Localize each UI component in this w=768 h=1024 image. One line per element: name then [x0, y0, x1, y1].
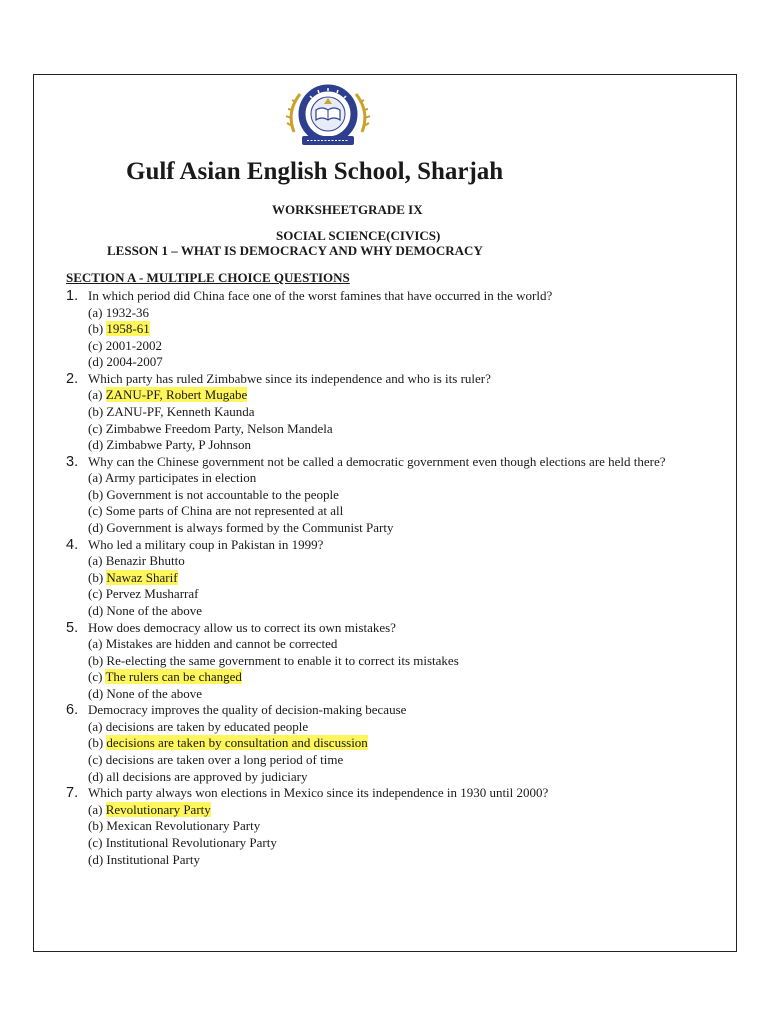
option-prefix: (a) [88, 801, 106, 817]
option-text: Institutional Revolutionary Party [105, 834, 277, 850]
option-a [66, 802, 706, 819]
option-text-highlighted: The rulers can be changed [105, 669, 242, 685]
option-a [66, 636, 706, 653]
option-prefix: (c) [88, 503, 106, 519]
option-prefix: (c) [88, 669, 106, 685]
option-c [66, 669, 706, 686]
option-text: Zimbabwe Party, P Johnson [106, 437, 251, 453]
question-2 [66, 371, 706, 454]
option-d [66, 852, 706, 869]
option-b [66, 653, 706, 670]
option-prefix: (b) [88, 569, 107, 585]
option-prefix: (d) [88, 851, 107, 867]
subject-title: SOCIAL SCIENCE(CIVICS) [276, 228, 441, 243]
option-d [66, 520, 706, 537]
option-text: Benazir Bhutto [105, 553, 185, 569]
question-number: 7. [66, 785, 79, 802]
option-prefix: (b) [88, 486, 107, 502]
option-d [66, 437, 706, 454]
question-text: Democracy improves the quality of decision-making because [88, 702, 407, 718]
question-6 [66, 702, 706, 785]
option-prefix: (c) [88, 420, 106, 436]
question-5 [66, 620, 706, 703]
option-text: decisions are taken by educated people [105, 718, 309, 734]
option-prefix: (a) [88, 470, 105, 486]
option-c [66, 752, 706, 769]
option-a [66, 719, 706, 736]
option-prefix: (a) [88, 636, 106, 651]
option-text: None of the above [106, 685, 203, 701]
option-prefix: (d) [88, 437, 107, 453]
option-c [66, 586, 706, 603]
option-text: 2004-2007 [106, 354, 163, 370]
option-text: Zimbabwe Freedom Party, Nelson Mandela [105, 420, 333, 436]
option-c [66, 338, 706, 355]
option-b [66, 404, 706, 421]
question-text: In which period did China face one of the worst famines that have occurred in the world? [88, 288, 553, 303]
section-heading: SECTION A - MULTIPLE CHOICE QUESTIONS [66, 270, 350, 285]
question-number: 2. [66, 370, 79, 387]
option-prefix: (c) [88, 752, 106, 768]
option-prefix: (d) [88, 520, 107, 536]
question-list [66, 288, 706, 868]
option-d [66, 769, 706, 786]
question-number: 6. [66, 702, 79, 719]
option-c [66, 421, 706, 438]
option-a [66, 470, 706, 487]
worksheet-title: WORKSHEETGRADE IX [272, 202, 423, 217]
question-7 [66, 785, 706, 868]
option-d [66, 354, 706, 371]
option-c [66, 503, 706, 520]
option-d [66, 603, 706, 620]
question-text: How does democracy allow us to correct its own mistakes? [88, 619, 396, 635]
question-3 [66, 454, 706, 537]
lesson-title: LESSON 1 – WHAT IS DEMOCRACY AND WHY DEMOCRACY [107, 243, 483, 258]
question-number: 1. [66, 288, 79, 304]
option-prefix: (a) [88, 553, 106, 569]
school-name: Gulf Asian English School, Sharjah [126, 158, 504, 185]
option-c [66, 835, 706, 852]
option-a [66, 305, 706, 322]
option-prefix: (a) [88, 718, 106, 734]
option-prefix: (b) [88, 652, 107, 668]
option-text: Institutional Party [106, 851, 200, 867]
option-prefix: (d) [88, 768, 107, 784]
option-d [66, 686, 706, 703]
option-prefix: (c) [88, 337, 106, 353]
question-text: Who led a military coup in Pakistan in 1999? [88, 536, 324, 552]
option-text-highlighted: ZANU-PF, Robert Mugabe [105, 387, 248, 403]
option-prefix: (a) [88, 387, 106, 403]
question-number: 3. [66, 453, 79, 470]
option-text: Mistakes are hidden and cannot be corrected [105, 636, 338, 651]
option-text: Government is always formed by the Communist Party [106, 520, 394, 536]
option-prefix: (d) [88, 602, 107, 618]
option-text-highlighted: Revolutionary Party [105, 801, 211, 817]
option-prefix: (c) [88, 586, 106, 602]
option-text: 2001-2002 [105, 337, 163, 353]
option-prefix: (b) [88, 735, 107, 751]
option-a [66, 553, 706, 570]
option-text: Re-electing the same government to enable it to correct its mistakes [106, 652, 459, 668]
option-text: ZANU-PF, Kenneth Kaunda [106, 403, 255, 419]
option-text: Army participates in election [104, 470, 257, 486]
option-prefix: (d) [88, 354, 107, 370]
option-text: Some parts of China are not represented at all [105, 503, 344, 519]
option-prefix: (c) [88, 834, 106, 850]
option-text-highlighted: decisions are taken by consultation and discussion [106, 735, 368, 751]
question-text: Which party has ruled Zimbabwe since its independence and who is its ruler? [88, 370, 491, 386]
option-text-highlighted: 1958-61 [106, 321, 150, 337]
option-text: Mexican Revolutionary Party [106, 818, 261, 834]
option-b [66, 818, 706, 835]
question-number: 5. [66, 619, 79, 636]
option-prefix: (b) [88, 818, 107, 834]
option-text: Government is not accountable to the people [106, 486, 339, 502]
option-prefix: (d) [88, 685, 107, 701]
option-text-highlighted: Nawaz Sharif [106, 569, 178, 585]
option-text: None of the above [106, 602, 203, 618]
option-prefix: (a) [88, 304, 106, 320]
option-text: all decisions are approved by judiciary [106, 768, 308, 784]
question-number: 4. [66, 536, 79, 553]
option-b [66, 570, 706, 587]
question-1 [66, 288, 706, 371]
option-b [66, 321, 706, 338]
option-a [66, 387, 706, 404]
question-4 [66, 537, 706, 620]
question-text: Why can the Chinese government not be called a democratic government even though elections are held there? [88, 453, 666, 469]
option-text: Pervez Musharraf [105, 586, 199, 602]
option-text: decisions are taken over a long period of time [105, 752, 344, 768]
option-b [66, 487, 706, 504]
option-b [66, 735, 706, 752]
option-prefix: (b) [88, 403, 107, 419]
question-text: Which party always won elections in Mexico since its independence in 1930 until 2000? [88, 785, 549, 801]
school-logo-icon [280, 82, 376, 152]
option-prefix: (b) [88, 321, 107, 337]
option-text: 1932-36 [105, 304, 150, 320]
